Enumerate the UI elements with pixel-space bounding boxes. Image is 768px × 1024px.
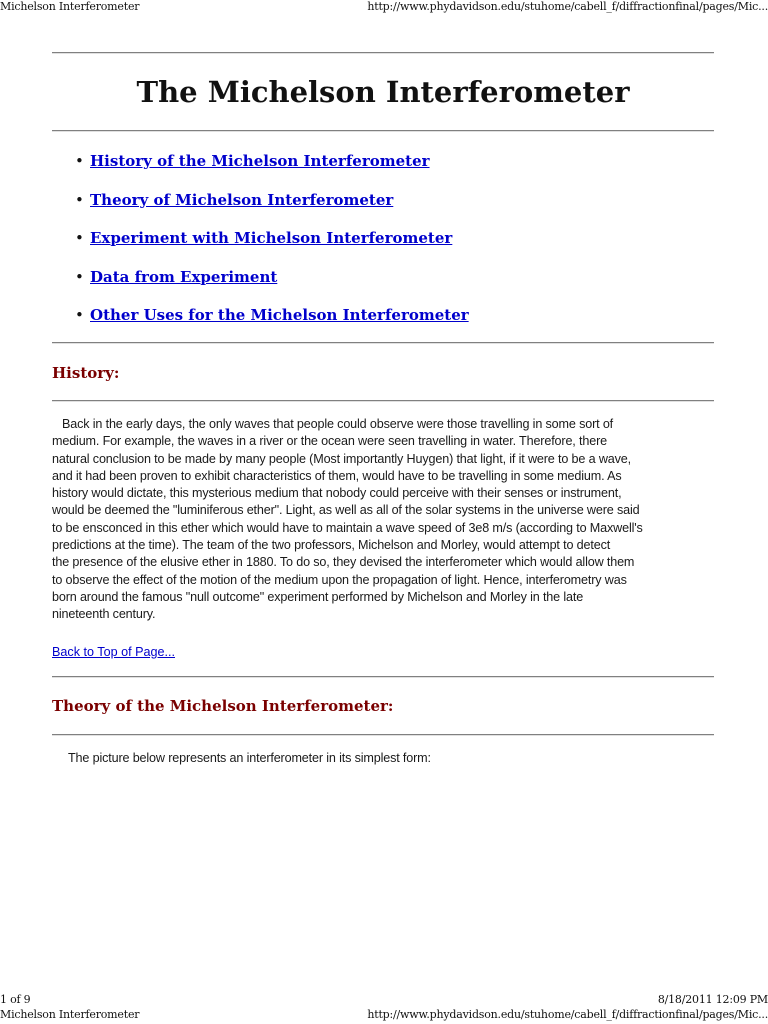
bullet-icon: • <box>75 152 84 170</box>
history-line: born around the famous "null outcome" experiment performed by Michelson and Morley in the late <box>52 589 584 604</box>
toc-link-theory[interactable]: Theory of Michelson Interferometer <box>90 190 394 209</box>
history-line: to be ensconced in this ether which would have to maintain a wave speed of 3e8 m/s (according to Maxwell's <box>52 520 643 535</box>
toc-link-experiment[interactable]: Experiment with Michelson Interferometer <box>90 229 453 247</box>
history-line: predictions at the time). The team of the two professors, Michelson and Morley, would attempt to detect <box>52 538 611 553</box>
bullet-icon: • <box>75 267 84 286</box>
table-of-contents <box>72 150 469 343</box>
history-line: to observe the effect of the motion of the medium upon the propagation of light. Hence, interferometry was <box>52 572 627 587</box>
page-title: The Michelson Interferometer <box>136 75 630 109</box>
print-footer-title: Michelson Interferometer <box>0 1008 140 1021</box>
history-heading: History: <box>52 364 120 382</box>
back-to-top-link[interactable]: Back to Top of Page... <box>52 645 175 659</box>
print-header <box>0 0 768 14</box>
bullet-icon: • <box>75 190 84 209</box>
toc-item <box>72 189 469 228</box>
print-header-url: http://www.phydavidson.edu/stuhome/cabell_f/diffractionfinal/pages/Mic... <box>367 0 768 13</box>
print-footer-page-info <box>0 993 768 1007</box>
toc-link-other-uses[interactable]: Other Uses for the Michelson Interferometer <box>90 306 469 324</box>
toc-divider <box>52 342 714 344</box>
history-line: Back in the early days, the only waves that people could observe were those travelling in some sort of <box>62 417 614 431</box>
history-line: medium. For example, the waves in a river or the ocean were seen travelling in water. Therefore, there <box>52 434 607 449</box>
history-divider <box>52 400 714 402</box>
history-line: the presence of the elusive ether in 1880. To do so, they devised the interferometer which would allow them <box>52 555 635 570</box>
toc-item <box>72 150 469 189</box>
print-footer-url: http://www.phydavidson.edu/stuhome/cabell_f/diffractionfinal/pages/Mic... <box>367 1008 768 1021</box>
history-line: history would dictate, this mysterious medium that nobody could perceive with their senses or instrument, <box>52 486 622 501</box>
page-count: 1 of 9 <box>0 993 31 1006</box>
print-header-title: Michelson Interferometer <box>0 0 140 13</box>
print-datetime: 8/18/2011 12:09 PM <box>657 993 768 1006</box>
history-line: nineteenth century. <box>52 607 156 622</box>
print-footer-header-repeat <box>0 1008 768 1022</box>
theory-divider <box>52 734 714 736</box>
toc-item <box>72 227 469 266</box>
bullet-icon: • <box>75 306 84 324</box>
toc-item <box>72 266 469 305</box>
theory-heading: Theory of the Michelson Interferometer: <box>52 697 394 715</box>
history-paragraph <box>52 416 714 624</box>
toc-link-data[interactable]: Data from Experiment <box>90 267 278 286</box>
toc-item <box>72 304 469 343</box>
history-line: would be deemed the "luminiferous ether". Light, as well as all of the solar systems in the universe were said <box>52 503 640 518</box>
title-divider <box>52 130 714 132</box>
theory-intro-text: The picture below represents an interferometer in its simplest form: <box>68 751 431 765</box>
top-divider <box>52 52 714 54</box>
history-line: natural conclusion to be made by many people (Most importantly Huygen) that light, if it were to be a wave, <box>52 451 631 466</box>
toc-link-history[interactable]: History of the Michelson Interferometer <box>90 152 430 170</box>
theory-top-divider <box>52 676 714 678</box>
bullet-icon: • <box>75 229 84 247</box>
history-line: and it had been proven to exhibit characteristics of them, would have to be travelling in some medium. As <box>52 468 622 483</box>
